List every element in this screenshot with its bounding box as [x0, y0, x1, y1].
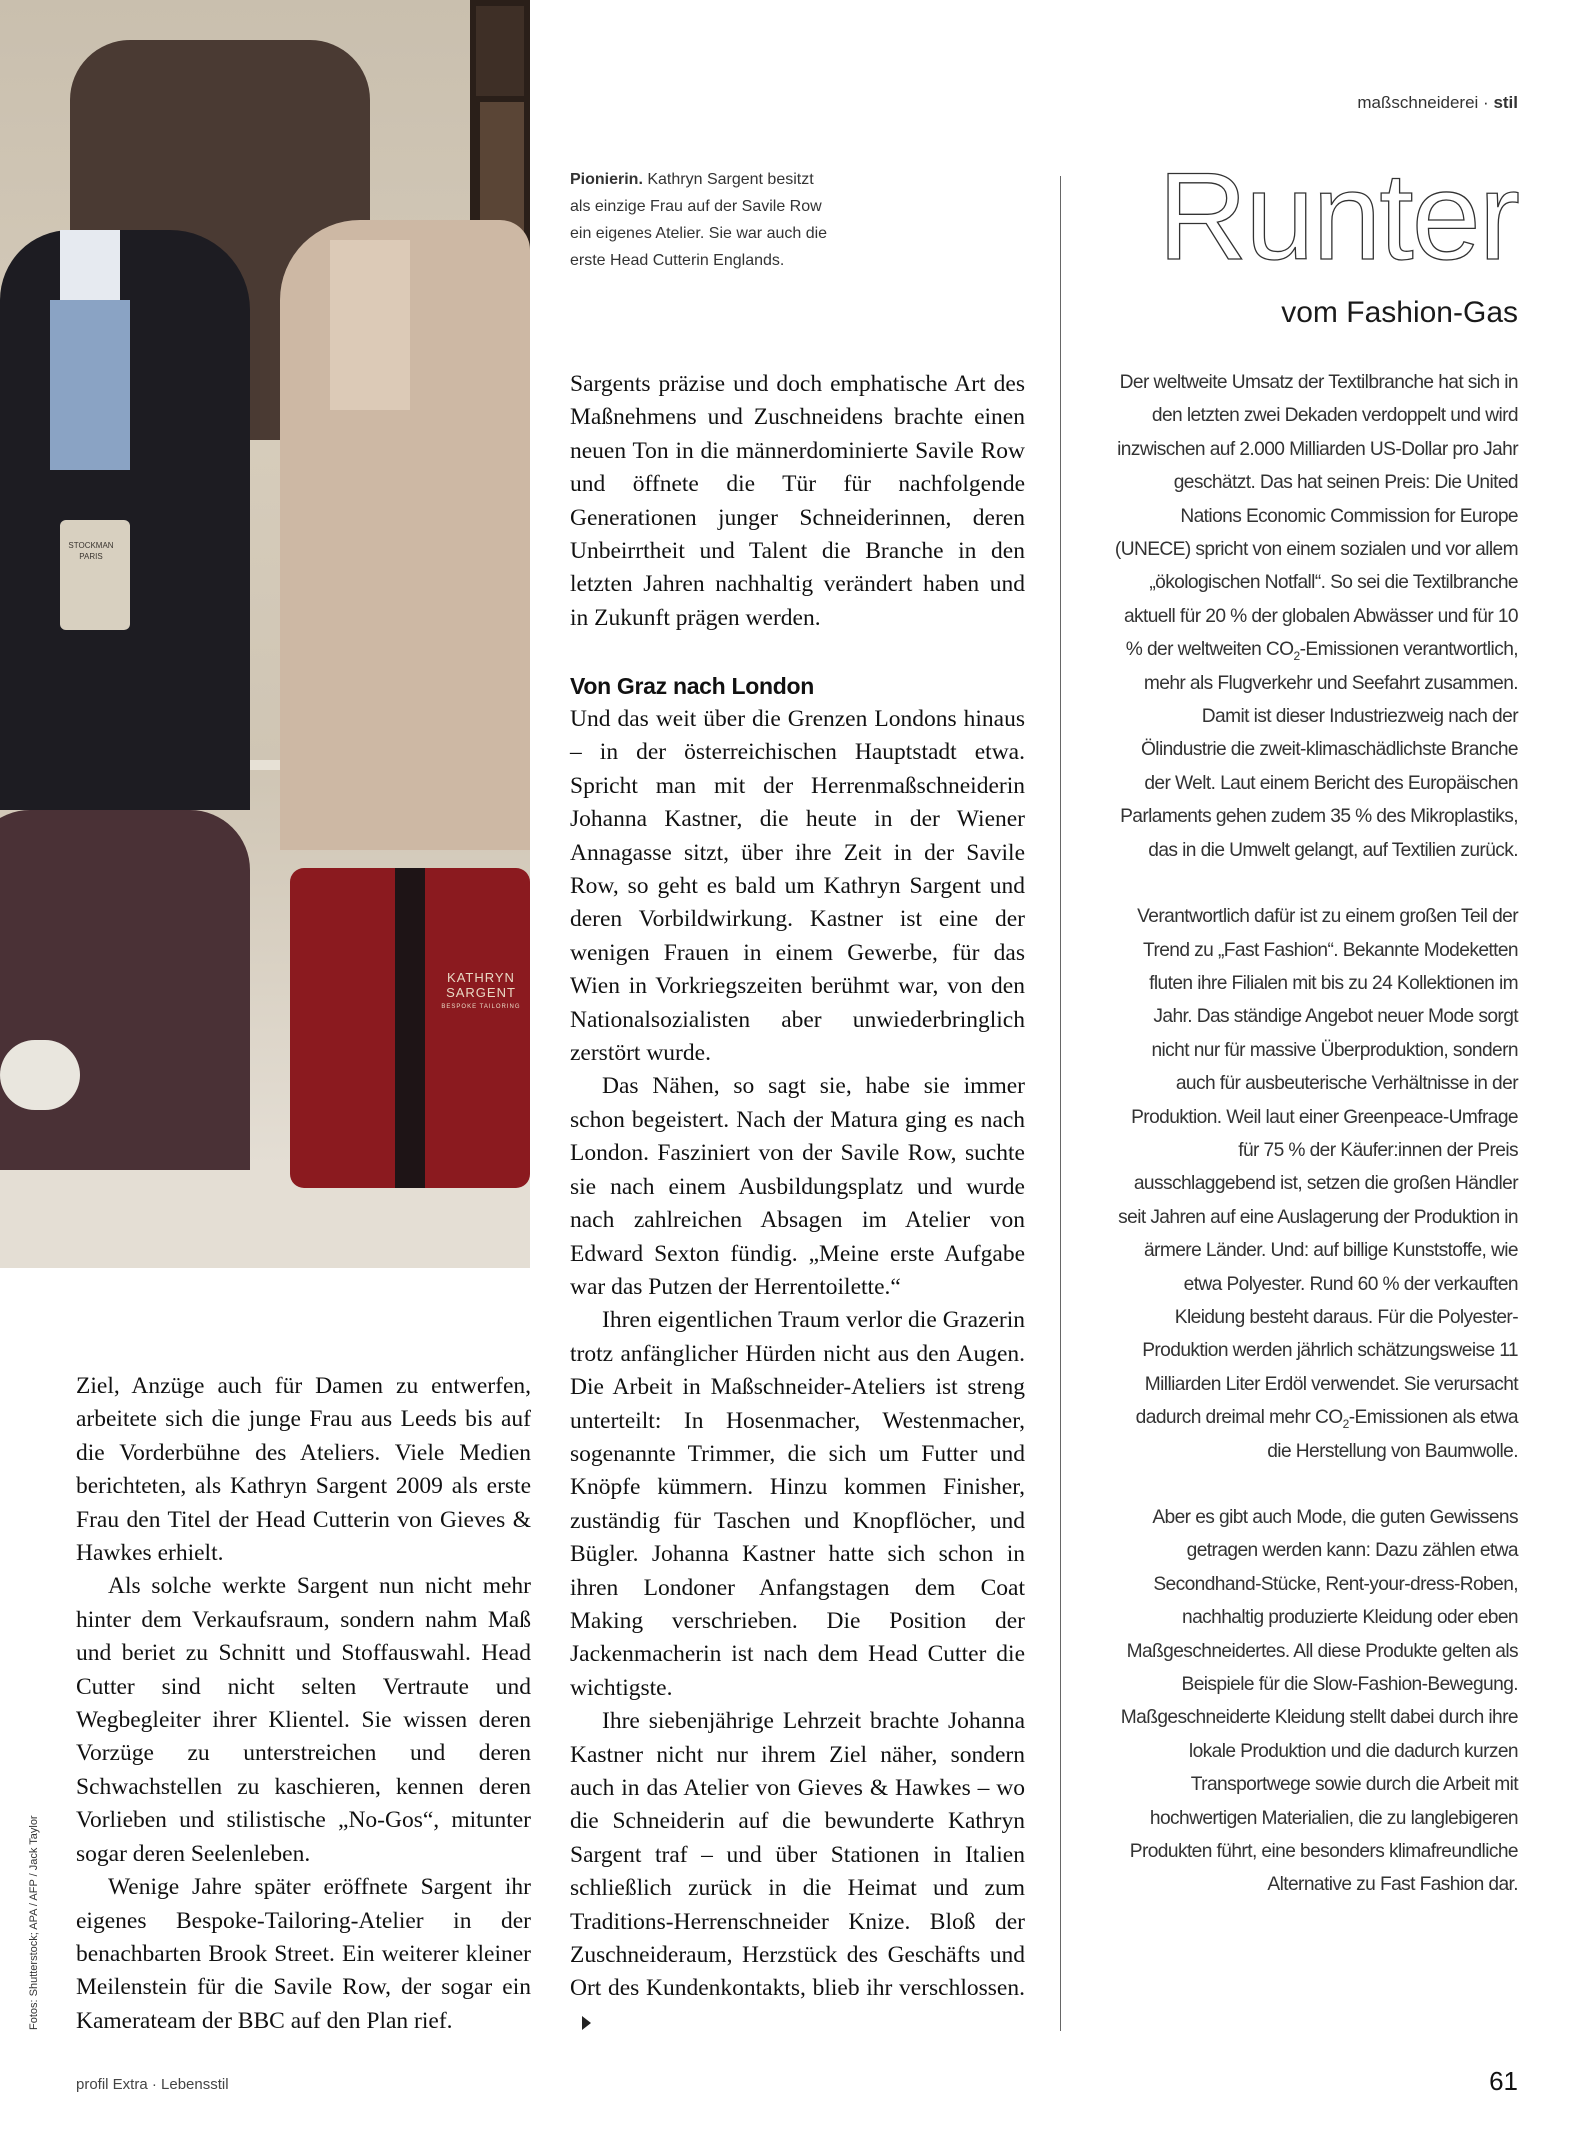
article-paragraph: Als solche werkte Sargent nun nicht mehr hinter dem Verkaufsraum, sondern nahm Maß und beriet zu Schnitt und Stoffauswahl. Head Cutter sind nicht selten Vertraute und Wegbegleiter ihrer Klientel. Sie wissen deren Vorzüge zu unterstreichen und deren Schwachstellen zu kaschieren, kennen deren Vorlieben und stilistische „No-Gos“, mitunter sogar deren Seelenleben. — [76, 1573, 531, 1867]
footer-publication: profil Extra · Lebensstil — [76, 2076, 229, 2093]
subscript: 2 — [1293, 649, 1300, 664]
sidebar-text: -Emissionen verantwortlich, mehr als Flugverkehr und Seefahrt zusammen. Damit ist dieser Industriezweig nach der Ölindustrie die zweit-klimaschädlichste Branche der Welt. Laut einem Bericht des Europäischen Parlaments gehen zudem 35 % des Mikroplastiks, das in die Umwelt gelangt, auf Textilien zurück. — [1120, 639, 1518, 861]
shoe — [0, 1040, 80, 1110]
column-divider — [1060, 176, 1061, 2031]
continue-arrow-icon — [582, 2016, 591, 2030]
sidebar-text: Verantwortlich dafür ist zu einem großen Teil der Trend zu „Fast Fashion“. Bekannte Modeketten fluten ihre Filialen mit bis zu 24 Kollektionen im Jahr. Das ständige Angebot neuer Mode sorgt nicht nur für massive Überproduktion, sondern auch für ausbeuterische Verhältnisse in der Produktion. Weil laut einer Greenpeace-Umfrage für 75 % der Käufer:innen der Preis ausschlaggebend ist, setzen die großen Händler seit Jahren auf eine Auslagerung der Produktion in ärmere Länder. Und: auf billige Kunststoffe, wie etwa Polyester. Rund 60 % der verkauften Kleidung besteht daraus. Für die Polyester-Produktion werden jährlich schätzungsweise 11 Milliarden Liter Erdöl verwendet. Sie verursacht dadurch dreimal mehr CO — [1118, 906, 1518, 1429]
article-paragraph: Und das weit über die Grenzen Londons hinaus – in der österreichischen Hauptstadt etwa. Spricht man mit der Herrenmaßschneiderin Johanna Kastner, die heute in der Wiener Annagasse sitzt, über ihre Zeit in der Savile Row, so geht es bald um Kathryn Sargent und deren Vorbildwirkung. Kastner ist eine der wenigen Frauen in einem Gewerbe, für das Wien in Vorkriegszeiten berühmt war, von den Nationalsozialisten aber unwiederbringlich zerstört wurde. — [570, 706, 1025, 1067]
article-paragraph: Ziel, Anzüge auch für Damen zu entwerfen, arbeitete sich die junge Frau aus Leeds bis auf die Vorderbühne des Ateliers. Viele Medien berichteten, als Kathryn Sargent 2009 als erste Frau den Titel der Head Cutterin von Gieves & Hawkes erhielt. — [76, 1373, 531, 1567]
article-paragraph: Ihren eigentlichen Traum verlor die Grazerin trotz anfänglicher Hürden nicht aus den Augen. Die Arbeit in Maßschneider-Ateliers ist streng unterteilt: In Hosenmacher, Westenmacher, sogenannte Trimmer, die sich um Futter und Knöpfe kümmern. Hinzu kommen Finisher, zuständig für Taschen und Knopflöcher, und Bügler. Johanna Kastner hatte sich schon in ihren Londoner Anfangstagen dem Coat Making verschrieben. Die Position der Jackenmacherin ist nach dem Head Cutter die wichtigste. — [570, 1307, 1025, 1701]
sidebar-text: Der weltweite Umsatz der Textilbranche hat sich in den letzten zwei Dekaden verdoppelt und wird inzwischen auf 2.000 Milliarden US-Dollar pro Jahr geschätzt. Das hat seinen Preis: Die United Nations Economic Commission for Europe (UNECE) spricht von einem sozialen und vor allem „ökologischen Notfall“. So sei die Textilbranche aktuell für 20 % der globalen Abwässer und für 10 % der weltweiten CO — [1114, 372, 1518, 661]
article-paragraph-text: Ihre siebenjährige Lehrzeit brachte Johanna Kastner nicht nur ihrem Ziel näher, sondern auch in das Atelier von Gieves & Hawkes – wo die Schneiderin auf die bewunderte Kathryn Sargent traf – und über Stationen in Italien schließlich zurück in die Heimat und zum Traditions-Herrenschneider Knize. Bloß der Zuschneideraum, Herzstück des Geschäfts und Ort des Kundenkontakts, blieb ihr verschlossen. — [570, 1708, 1025, 2002]
article-paragraph: Das Nähen, so sagt sie, habe sie immer schon begeistert. Nach der Matura ging es nach London. Fasziniert von der Savile Row, suchte sie nach einem Ausbildungsplatz und wurde nach zahlreichen Absagen im Atelier von Edward Sexton fündig. „Meine erste Aufgabe war das Putzen der Herrentoilette.“ — [570, 1073, 1025, 1300]
blue-vest — [50, 300, 130, 470]
caption-text: Kathryn Sargent besitzt als einzige Frau auf der Savile Row ein eigenes Atelier. Sie war auch die erste Head Cutterin Englands. — [570, 171, 828, 269]
suitcase-label-line1: KATHRYN — [447, 970, 515, 985]
article-column-left — [76, 1370, 531, 2038]
sidebar-paragraph — [1112, 900, 1518, 1468]
suitcase-label-sub: BESPOKE TAILORING — [441, 1004, 521, 1010]
hero-photo — [0, 0, 530, 1268]
article-paragraph: Wenige Jahre später eröffnete Sargent ihr eigenes Bespoke-Tailoring-Atelier in der benachbarten Brook Street. Ein weiterer kleiner Meilenstein für die Savile Row, der sogar ein Kamerateam der BBC auf den Plan rief. — [76, 1874, 531, 2034]
subsection-name: stil — [1493, 93, 1518, 112]
article-paragraph-last — [570, 1705, 1025, 2039]
mannequin-tag: STOCKMAN PARIS — [68, 541, 114, 561]
article-column-middle-top — [570, 368, 1025, 635]
suitcase-label-line2: SARGENT — [446, 985, 516, 1000]
photo-caption — [570, 166, 830, 274]
section-name: maßschneiderei — [1357, 93, 1479, 112]
mannequin-base — [60, 520, 130, 630]
sidebar-paragraph: Aber es gibt auch Mode, die guten Gewissens getragen werden kann: Dazu zählen etwa Secondhand-Stücke, Rent-your-dress-Roben, nachhaltig produzierte Kleidung oder eben Maßgeschneidertes. All diese Produkte gelten als Beispiele für die Slow-Fashion-Bewegung. Maßgeschneiderte Kleidung stellt dabei durch ihre lokale Produktion und die dadurch kurzen Transportwege sowie durch die Arbeit mit hochwertigen Materialien, die zu langlebigeren Produkten führt, eine besonders klimafreundliche Alternative zu Fast Fashion dar. — [1120, 1507, 1518, 1896]
suitcase-label — [436, 970, 526, 1000]
suit-lapel — [330, 240, 410, 410]
section-separator: · — [1478, 93, 1494, 112]
subheading: Von Graz nach London — [570, 673, 815, 699]
sidebar-subtitle: vom Fashion-Gas — [1281, 296, 1518, 329]
leather-ottoman — [0, 810, 250, 1210]
sidebar-paragraph — [1112, 366, 1518, 867]
sidebar-title: Runter — [1157, 148, 1518, 286]
suitcase-strap — [395, 868, 425, 1188]
sidebar-text: -Emissionen als etwa die Herstellung von Baumwolle. — [1267, 1407, 1518, 1462]
page-number: 61 — [1489, 2066, 1518, 2096]
article-column-middle — [570, 669, 1025, 2039]
photo-credit: Fotos: Shutterstock; APA / AFP / Jack Taylor — [28, 1815, 40, 2030]
article-paragraph: Sargents präzise und doch emphatische Art des Maßnehmens und Zuschneidens brachte einen neuen Ton in die männerdominierte Savile Row und öffnete die Tür für nachfolgende Generationen junger Schneiderinnen, deren Unbeirrtheit und Talent die Branche in den letzten Jahren nachhaltig verändert haben und in Zukunft prägen werden. — [570, 371, 1025, 631]
caption-lead: Pionierin. — [570, 171, 643, 188]
subscript: 2 — [1342, 1417, 1349, 1432]
sidebar-box — [1112, 366, 1518, 1935]
section-label — [1357, 93, 1518, 113]
